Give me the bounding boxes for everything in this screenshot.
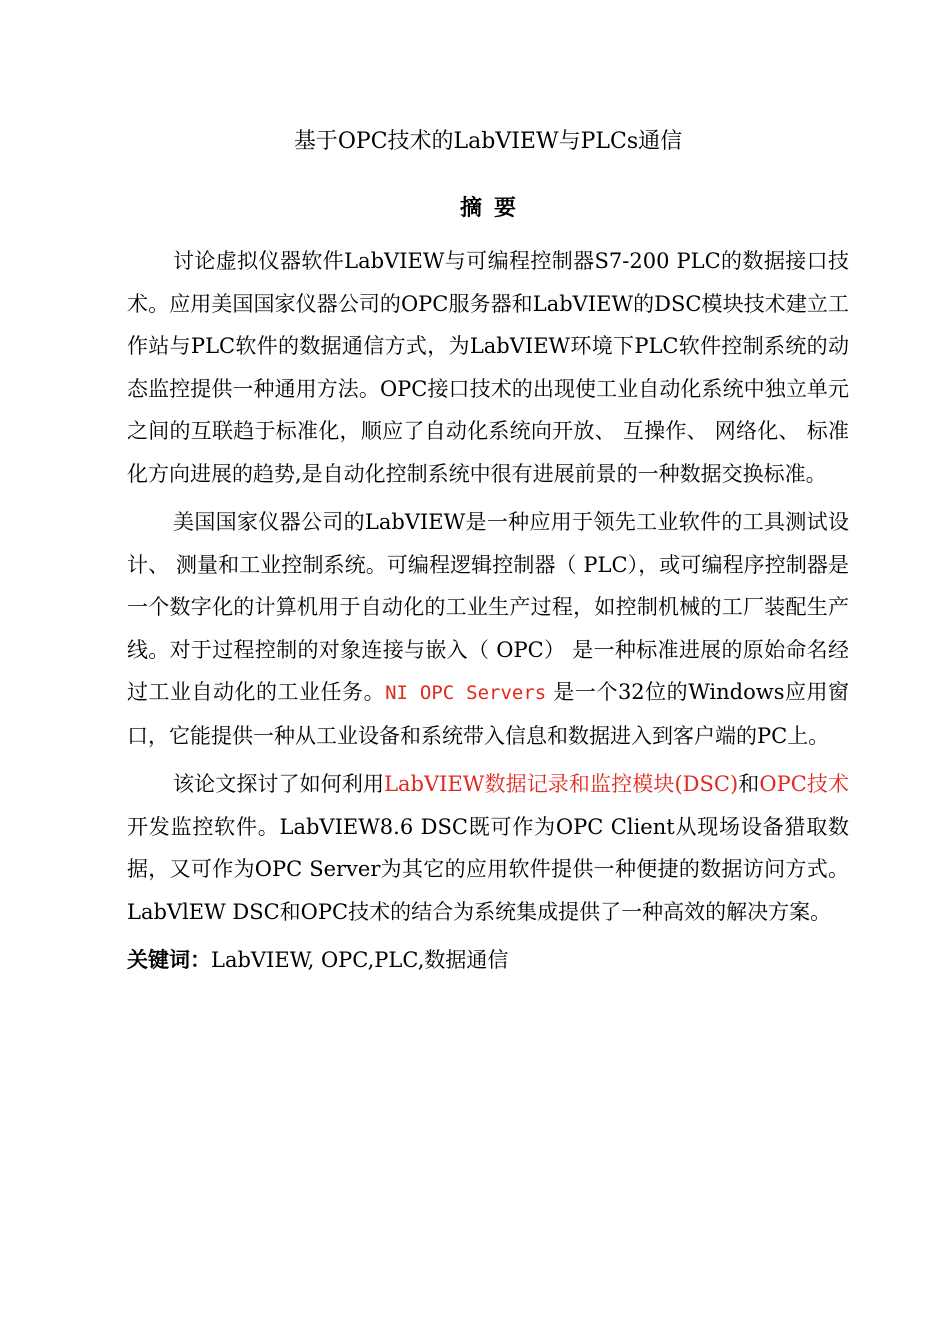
paragraph-3-highlight-1: LabVIEW数据记录和监控模块(DSC) [384, 772, 739, 796]
paragraph-3-text-a: 该论文探讨了如何利用 [173, 772, 385, 796]
paragraph-2-highlight: NI OPC Servers [385, 682, 547, 704]
abstract-paragraph-3 [127, 763, 849, 933]
paragraph-3-text-c: 开发监控软件。LabVIEW8.6 DSC既可作为OPC Client从现场设备猎取数据，又可作为OPC Server为其它的应用软件提供一种便捷的数据访问方式。LabVlEW DSC和OPC技术的结合为系统集成提供了一种高效的解决方案。 [127, 814, 849, 924]
paragraph-3-text-b: 和 [738, 772, 760, 796]
keywords-line [127, 939, 849, 981]
abstract-paragraph-2 [127, 501, 849, 757]
paragraph-3-highlight-2: OPC技术 [759, 772, 849, 796]
document-page [127, 122, 849, 981]
keywords-label: 关键词： [127, 947, 211, 972]
paragraph-1-text: 讨论虚拟仪器软件LabVIEW与可编程控制器S7-200 PLC的数据接口技术。应用美国国家仪器公司的OPC服务器和LabVIEW的DSC模块技术建立工作站与PLC软件的数据通信方式，为LabVIEW环境下PLC软件控制系统的动态监控提供一种通用方法。OPC接口技术的出现使工业自动化系统中独立单元之间的互联趋于标准化，顺应了自动化系统向开放、 互操作、 网络化、 标准化方向进展的趋势,是自动化控制系统中很有进展前景的一种数据交换标准。 [127, 249, 849, 486]
keywords-value: LabVIEW, OPC,PLC,数据通信 [211, 948, 509, 972]
paragraph-2-text-a: 美国国家仪器公司的LabVIEW是一种应用于领先工业软件的工具测试设计、 测量和工业控制系统。可编程逻辑控制器（ PLC），或可编程序控制器是一个数字化的计算机用于自动化的工业生产过程，如控制机械的工厂装配生产线。对于过程控制的对象连接与嵌入（ OPC） 是一种标准进展的原始命名经过工业自动化的工业任务。 [127, 510, 849, 704]
abstract-heading: 摘要 [459, 195, 528, 221]
document-title: 基于OPC技术的LabVIEW与PLCs通信 [293, 129, 683, 154]
abstract-paragraph-1 [127, 240, 849, 495]
paragraph-2-text-b: 是一个32位的Windows应用窗口，它能提供一种从工业设备和系统带入信息和数据进入到客户端的PC上。 [127, 680, 849, 748]
